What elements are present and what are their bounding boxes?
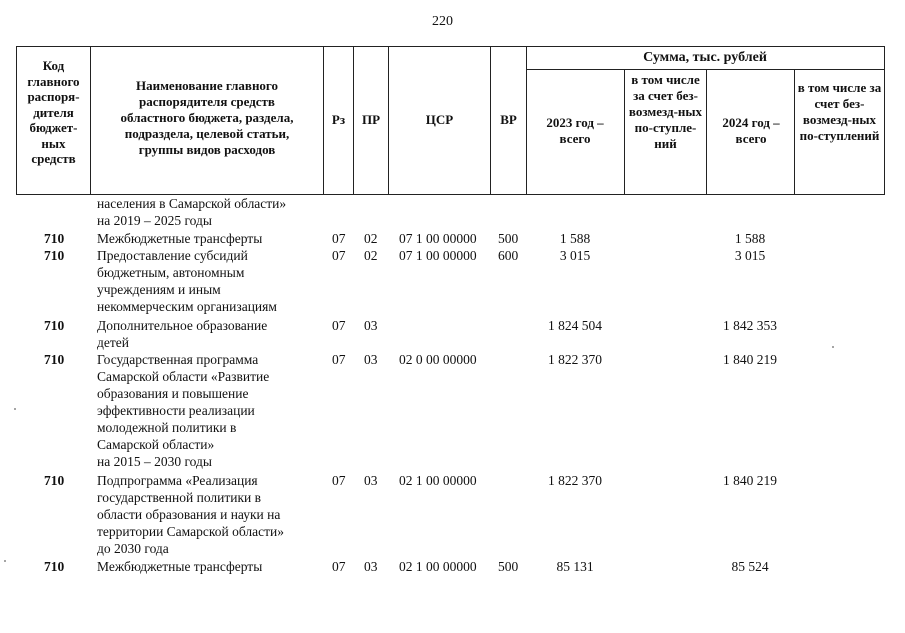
scan-speck bbox=[14, 408, 16, 410]
row-sum-2023: 1 822 370 bbox=[548, 352, 602, 367]
row-rz: 07 bbox=[332, 318, 346, 333]
header-rz: Рз bbox=[331, 112, 346, 127]
row-name: Предоставление субсидий бюджетным, автономным учреждениям и иным некоммерческим организациям bbox=[97, 248, 277, 314]
row-sum-2024: 85 524 bbox=[731, 559, 769, 574]
header-2024: 2024 год – всего bbox=[722, 115, 780, 146]
row-rz: 07 bbox=[332, 231, 346, 246]
row-csr: 02 1 00 00000 bbox=[399, 559, 477, 574]
row-pr: 03 bbox=[364, 352, 378, 367]
row-code: 710 bbox=[44, 473, 65, 488]
row-vr: 500 bbox=[498, 231, 519, 246]
row-name: Межбюджетные трансферты bbox=[97, 231, 263, 246]
row-name: населения в Самарской области» на 2019 – 2025 годы bbox=[97, 196, 287, 228]
header-vr: ВР bbox=[500, 112, 517, 127]
header-top-border bbox=[16, 46, 884, 47]
row-name: Межбюджетные трансферты bbox=[97, 559, 263, 574]
col-border-2023 bbox=[624, 69, 625, 195]
row-sum-2023: 85 131 bbox=[556, 559, 594, 574]
header-name: Наименование главного распорядителя средств областного бюджета, раздела, подраздела, целевой статьи, группы видов расходов bbox=[120, 78, 294, 157]
row-sum-2024: 1 840 219 bbox=[723, 473, 777, 488]
row-pr: 03 bbox=[364, 559, 378, 574]
header-2023: 2023 год – всего bbox=[546, 115, 604, 146]
row-code: 710 bbox=[44, 559, 65, 574]
row-name: Государственная программа Самарской области «Развитие образования и повышение эффективности реализации молодежной политики в Самарской области» на 2015 – 2030 годы bbox=[97, 352, 270, 469]
row-csr: 07 1 00 00000 bbox=[399, 248, 477, 263]
row-sum-2024: 1 588 bbox=[734, 231, 766, 246]
row-csr: 02 0 00 00000 bbox=[399, 352, 477, 367]
row-pr: 02 bbox=[364, 231, 378, 246]
row-sum-2023: 3 015 bbox=[559, 248, 591, 263]
col-border-2024 bbox=[794, 69, 795, 195]
row-vr: 600 bbox=[498, 248, 519, 263]
row-pr: 03 bbox=[364, 473, 378, 488]
header-2023-incl: в том числе за счет без-возмезд-ных по-ступле-ний bbox=[628, 72, 703, 151]
row-csr: 07 1 00 00000 bbox=[399, 231, 477, 246]
row-sum-2023: 1 588 bbox=[559, 231, 591, 246]
row-sum-2024: 3 015 bbox=[734, 248, 766, 263]
row-sum-2023: 1 822 370 bbox=[548, 473, 602, 488]
row-sum-2023: 1 824 504 bbox=[548, 318, 602, 333]
row-name: Подпрограмма «Реализация государственной политики в области образования и науки на территории Самарской области» до 2030 года bbox=[97, 473, 284, 556]
header-sum-divider bbox=[526, 69, 884, 70]
row-sum-2024: 1 842 353 bbox=[723, 318, 777, 333]
row-rz: 07 bbox=[332, 473, 346, 488]
col-border-left bbox=[16, 46, 17, 195]
col-border-code bbox=[90, 46, 91, 195]
row-rz: 07 bbox=[332, 559, 346, 574]
col-border-right bbox=[884, 46, 885, 195]
row-rz: 07 bbox=[332, 248, 346, 263]
row-code: 710 bbox=[44, 231, 65, 246]
header-2024-incl: в том числе за счет без-возмезд-ных по-ступлений bbox=[797, 80, 882, 143]
page-number: 220 bbox=[432, 14, 453, 29]
row-pr: 03 bbox=[364, 318, 378, 333]
row-rz: 07 bbox=[332, 352, 346, 367]
scan-speck bbox=[832, 346, 834, 348]
scan-speck bbox=[4, 560, 6, 562]
header-sum: Сумма, тыс. рублей bbox=[643, 50, 767, 65]
row-code: 710 bbox=[44, 352, 65, 367]
header-csr: ЦСР bbox=[425, 112, 454, 127]
row-csr: 02 1 00 00000 bbox=[399, 473, 477, 488]
row-vr: 500 bbox=[498, 559, 519, 574]
header-code: Код главного распоря-дителя бюджет-ных средств bbox=[27, 58, 80, 166]
header-pr: ПР bbox=[361, 112, 381, 127]
row-name: Дополнительное образование детей bbox=[97, 318, 268, 350]
row-sum-2024: 1 840 219 bbox=[723, 352, 777, 367]
row-pr: 02 bbox=[364, 248, 378, 263]
row-code: 710 bbox=[44, 248, 65, 263]
row-code: 710 bbox=[44, 318, 65, 333]
col-border-incl2023 bbox=[706, 69, 707, 195]
